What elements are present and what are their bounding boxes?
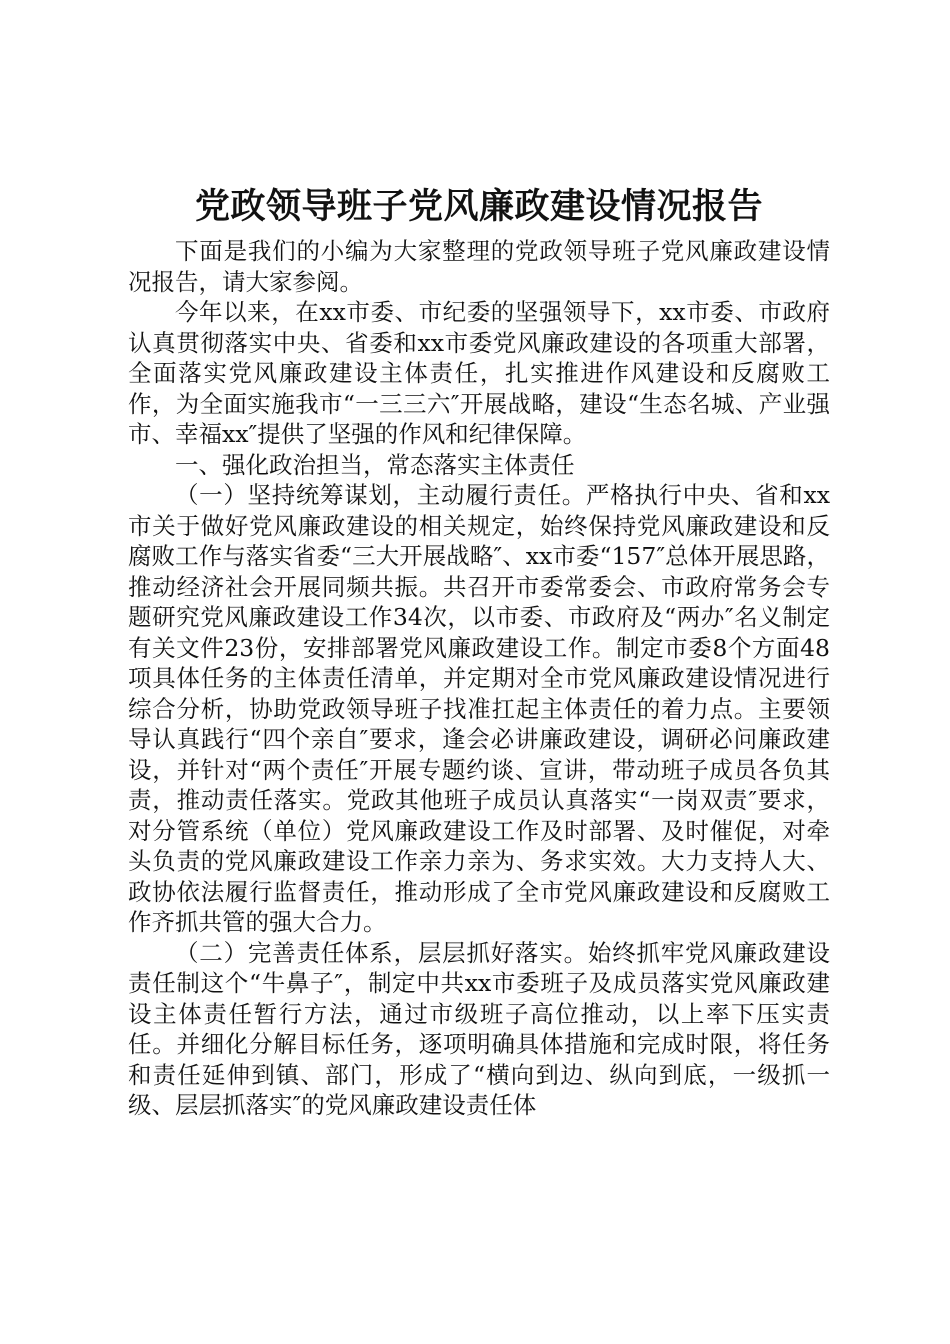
intro-paragraph: 下面是我们的小编为大家整理的党政领导班子党风廉政建设情况报告，请大家参阅。 <box>128 237 830 296</box>
section-heading: 一、强化政治担当，常态落实主体责任 <box>175 450 575 479</box>
document-title: 党政领导班子党风廉政建设情况报告 <box>194 186 763 227</box>
subsection-2-paragraph: （二）完善责任体系，层层抓好落实。始终抓牢党风廉政建设责任制这个“牛鼻子″，制定中共xx市委班子及成员落实党风廉政建设主体责任暂行方法，通过市级班子高位推动，以上率下压实责任。并细化分解目标任务，逐项明确具体措施和完成时限，将任务和责任延伸到镇、部门，形成了“横向到边、纵向到底，一级抓一级、层层抓落实″的党风廉政建设责任体 <box>128 938 830 1119</box>
overview-paragraph: 今年以来，在xx市委、市纪委的坚强领导下，xx市委、市政府认真贯彻落实中央、省委和xx市委党风廉政建设的各项重大部署，全面落实党风廉政建设主体责任，扎实推进作风建设和反腐败工作，为全面实施我市“一三三六″开展战略，建设“生态名城、产业强市、幸福xx″提供了坚强的作风和纪律保障。 <box>128 298 830 448</box>
subsection-1-paragraph: （一）坚持统筹谋划，主动履行责任。严格执行中央、省和xx市关于做好党风廉政建设的相关规定，始终保持党风廉政建设和反腐败工作与落实省委“三大开展战略″、xx市委“157″总体开展思路，推动经济社会开展同频共振。共召开市委常委会、市政府常务会专题研究党风廉政建设工作34次，以市委、市政府及“两办″名义制定有关文件23份，安排部署党风廉政建设工作。制定市委8个方面48项具体任务的主体责任清单，并定期对全市党风廉政建设情况进行综合分析，协助党政领导班子找准扛起主体责任的着力点。主要领导认真践行“四个亲自″要求，逢会必讲廉政建设，调研必问廉政建设，并针对“两个责任″开展专题约谈、宣讲，带动班子成员各负其责，推动责任落实。党政其他班子成员认真落实“一岗双责″要求，对分管系统（单位）党风廉政建设工作及时部署、及时催促，对牵头负责的党风廉政建设工作亲力亲为、务求实效。大力支持人大、政协依法履行监督责任，推动形成了全市党风廉政建设和反腐败工作齐抓共管的强大合力。 <box>128 481 830 936</box>
document-page <box>128 180 830 1121</box>
